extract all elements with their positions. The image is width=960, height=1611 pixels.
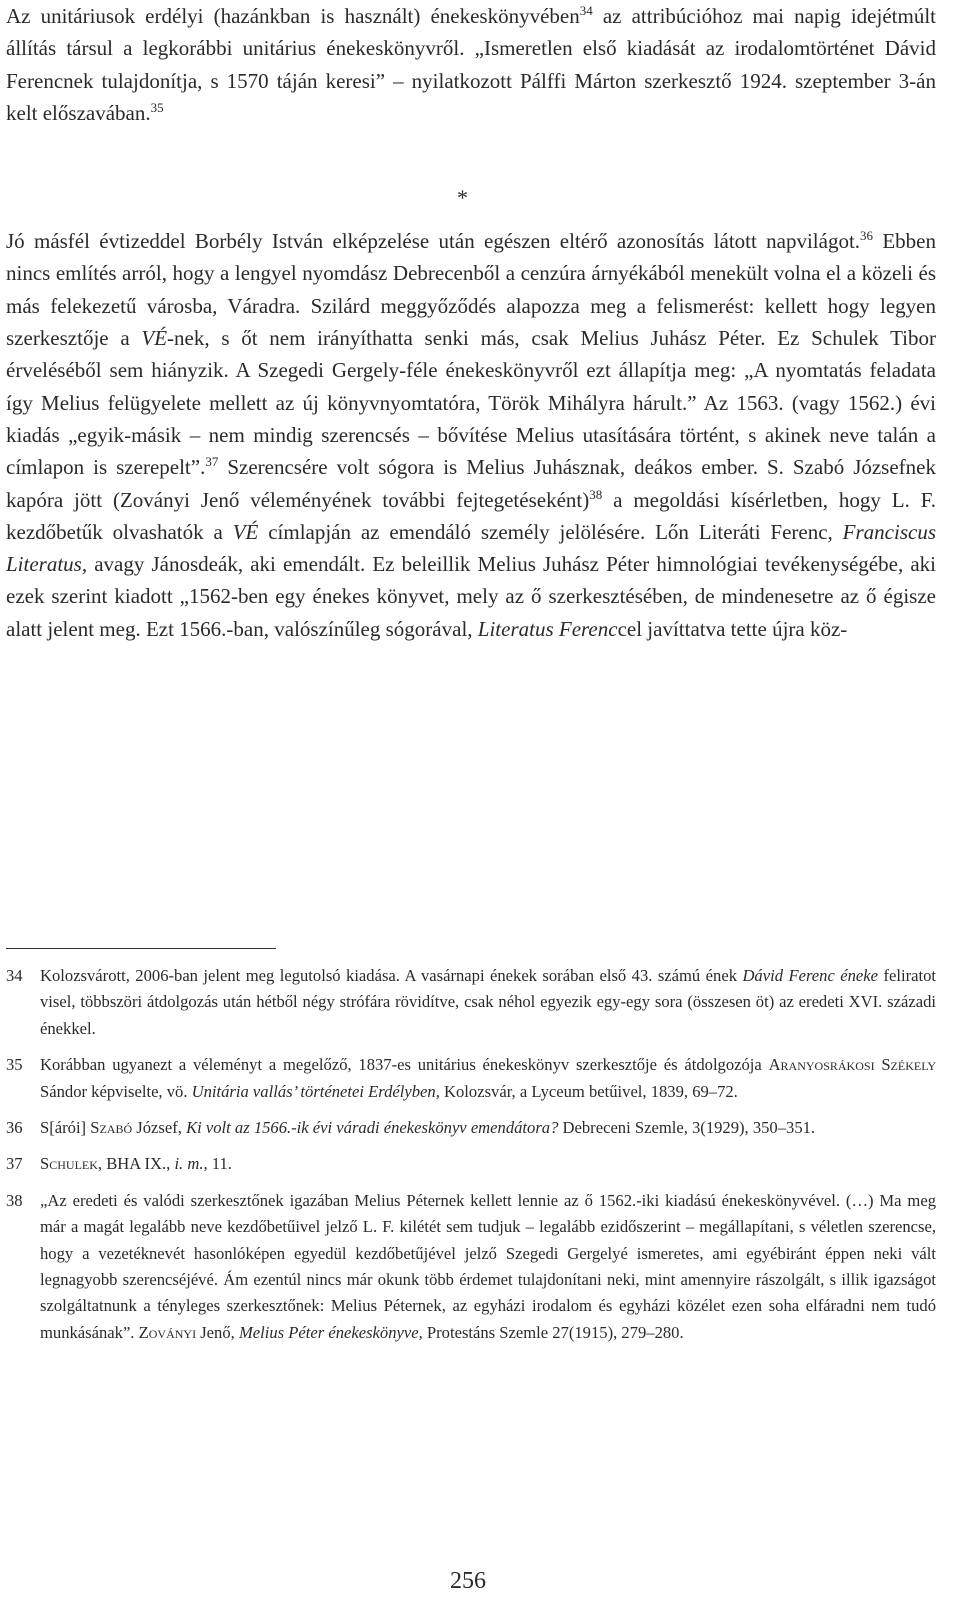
footnote-number: 34 [6,966,23,985]
footnote-text [40,1052,936,1105]
title-italic: Dávid Ferenc éneke [742,966,879,985]
text-run: Jenő, [196,1322,239,1342]
title-italic: Melius Péter énekeskönyve, [238,1322,423,1342]
text-run: Kolozsvár, a Lyceum betűivel, 1839, 69–72. [439,1081,738,1101]
text-run: Szerencsére volt sógora is Melius Juhásznak, deákos ember. S. Szabó Józsefnek kapóra jött (Zoványi Jenő véleményének további fejtegetéseként) [6,455,936,512]
author-smallcaps: Schulek [40,1154,98,1174]
text-run: feliratot visel, többszöri átdolgozás után hétből négy strófára rövidítve, csak néhol egyezik egy-egy sora (összesen öt) az eredeti XVI. századi énekkel. [40,966,936,1038]
author-smallcaps: Szabó [90,1118,133,1138]
section-separator [6,129,936,225]
page [6,0,936,645]
footnote-number: 35 [6,1055,23,1075]
author-smallcaps: Zoványi [138,1322,197,1342]
author-smallcaps: Aranyosrákosi Székely [768,1055,937,1075]
footnote-34 [6,963,936,1042]
footnote-ref-35[interactable]: 35 [150,100,164,116]
text-run: Debreceni Szemle, 3(1929), 350–351. [558,1118,816,1138]
text-run: S[árói] [40,1118,91,1138]
abbrev-italic: i. m., [174,1154,208,1174]
abbrev-italic: VÉ [232,519,259,544]
footnote-ref-38[interactable]: 38 [589,486,603,502]
text-run: Az unitáriusok erdélyi (hazánkban is használt) énekeskönyvében [6,4,580,28]
asterisk-separator: * [457,185,468,211]
text-run: Kolozsvárott, 2006-ban jelent meg legutolsó kiadása. A vasárnapi énekek sorában első 43. számú ének [40,966,743,985]
footnote-text [40,1151,936,1177]
text-run: az attribúcióhoz mai napig idejétmúlt állítás társul a legkorábbi unitárius énekeskönyvről. „Ismeretlen első kiadását az irodalomtörténet Dávid Ferencnek tulajdonítja, s 1570 táján keresi” – nyilatkozott Pálffi Márton szerkesztő 1924. szeptember 3-án kelt előszavában. [6,4,936,125]
footnote-36 [6,1115,936,1141]
name-italic: Franciscus Literatus, [6,519,936,577]
text-run: , BHA IX., [97,1154,175,1174]
text-run: cel javíttatva tette újra köz- [617,616,848,641]
footnote-text [40,1115,936,1141]
footnote-rule [6,948,276,949]
text-run: címlapján az emendáló személy jelölésére. Lőn Literáti Ferenc, [258,519,843,544]
footnote-38 [6,1188,936,1346]
text-run: Protestáns Szemle 27(1915), 279–280. [422,1322,684,1342]
footnote-ref-36[interactable]: 36 [860,228,874,244]
text-run: Korábban ugyanezt a véleményt a megelőző, 1837-es unitárius énekeskönyv szerkesztője és átdolgozója [40,1055,769,1075]
footnotes [6,963,936,1356]
text-run: a megoldási kísérletben, hogy L. F. kezdőbetűk olvashatók a [6,487,936,544]
footnote-text [40,963,936,1042]
title-italic: Ki volt az 1566.-ik évi váradi énekeskönyv emendátora? [186,1118,559,1138]
text-run: Jó másfél évtizeddel Borbély István elképzelése után egészen eltérő azonosítás látott napvilágot. [6,229,861,254]
abbrev-italic: VÉ [141,326,168,351]
text-run: Sándor képviselte, vö. [40,1081,192,1101]
footnote-number: 37 [6,1154,23,1174]
main-text [6,0,936,645]
footnote-ref-37[interactable]: 37 [205,454,219,470]
text-run: „Az eredeti és valódi szerkesztőnek igazában Melius Péternek kellett lennie az ő 1562.-iki kiadású énekeskönyvével. (…) Ma meg már a magát legalább neve kezdőbetűivel jelző L. F. kilétét sem tudjuk – legalább ezidőszerint – megállapítani, s véletlen szerencse, hogy a vezetéknevét hasonlóképen egyedül kezdőbetűjével jelző Szegedi Gergelyé ismeretes, ami egyébiránt éppen neki vált legnagyobb szerencséjévé. Ám ezentúl nincs már okunk több érdemet tulajdonítani neki, mint amennyire rászolgált, s illik igazságot szolgáltatnunk a tényleges szerkesztőnek: Melius Péternek, az egyházi irodalom és egyházi közélet ezen soha elfáradni nem tudó munkásának”. [40,1190,936,1342]
page-number: 256 [450,1568,486,1594]
text-run: József, [132,1118,187,1138]
paragraph-2 [6,225,936,645]
title-italic: Unitária vallás’ történetei Erdélyben, [191,1081,440,1101]
text-run: 11. [207,1154,232,1174]
footnote-35 [6,1052,936,1105]
name-italic: Literatus Ferenc [477,616,618,641]
footnote-number: 38 [6,1190,23,1210]
text-run: Ebben nincs említés arról, hogy a lengyel nyomdász Debrecenből a cenzúra árnyékából menekült volna el a közeli és más felekezetű városba, Váradra. Szilárd meggyőződés alapozza meg a felismerést: kellett hogy legyen szerkesztője a [6,229,936,351]
footnote-ref-34[interactable]: 34 [579,3,593,19]
footnote-number: 36 [6,1118,23,1138]
footnote-text [40,1188,936,1346]
paragraph-1 [6,0,936,129]
text-run: avagy Jánosdeák, aki emendált. Ez beleillik Melius Juhász Péter himnológiai tevékenységébe, aki ezek szerint kiadott „1562-ben egy énekes könyvet, mely az ő szerkesztésében, de mindenesetre az ő égisze alatt jelent meg. Ezt 1566.-ban, valószínűleg sógorával, [6,552,936,641]
text-run: -nek, s őt nem irányíthatta senki más, csak Melius Juhász Péter. Ez Schulek Tibor érveléséből sem hiányzik. A Szegedi Gergely-féle énekeskönyvről ezt állapítja meg: „A nyomtatás feladata így Melius felügyelete mellett az új könyvnyomtatóra, Török Mihályra hárult.” Az 1563. (vagy 1562.) évi kiadás „egyik-másik – nem mindig szerencsés – bővítése Melius utasítására történt, s akinek neve talán a címlapon is szerepelt”. [6,326,936,480]
footnote-37 [6,1151,936,1177]
